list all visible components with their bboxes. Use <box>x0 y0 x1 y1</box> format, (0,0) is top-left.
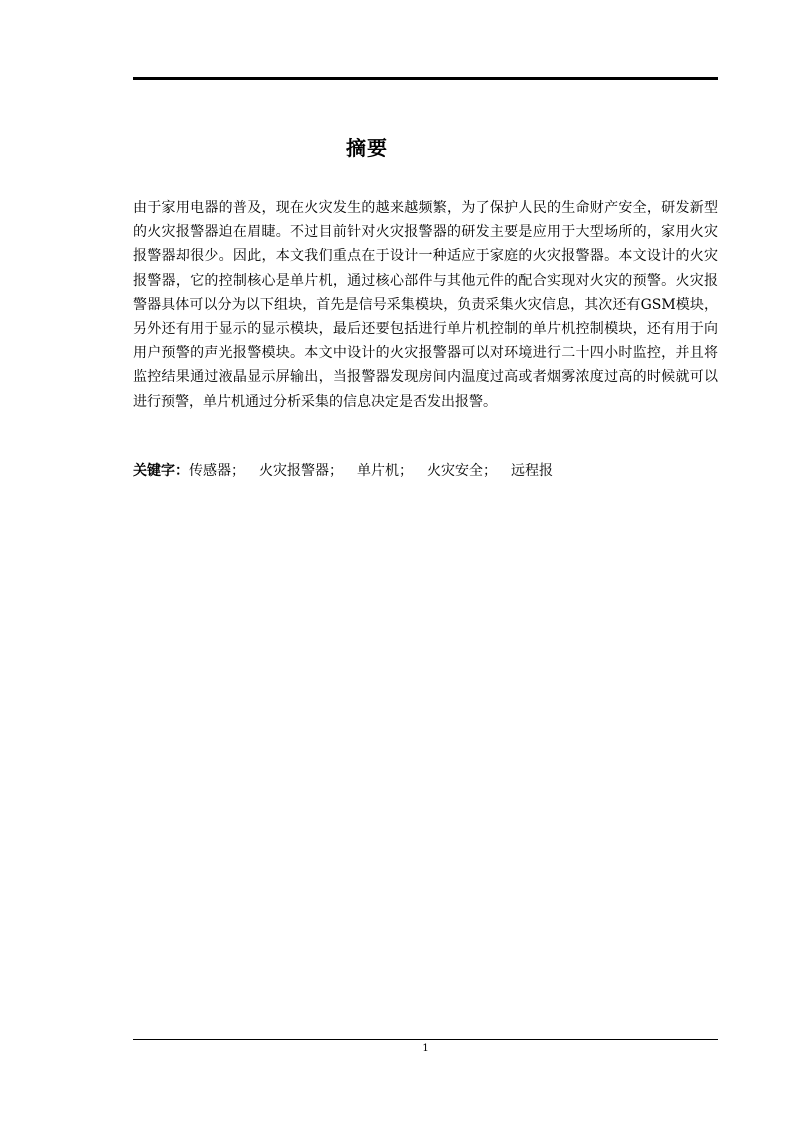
abstract-body <box>133 196 718 414</box>
footer-rule <box>133 1039 718 1040</box>
keyword-item: 火灾报警器； <box>259 463 343 479</box>
keyword-item: 单片机； <box>357 463 413 479</box>
abstract-title: 摘要 <box>346 136 388 160</box>
keyword-item: 远程报 <box>511 463 553 479</box>
header-rule <box>133 77 718 80</box>
keyword-item: 传感器； <box>189 463 245 479</box>
keywords-label: 关键字： <box>133 463 189 479</box>
keyword-item: 火灾安全； <box>427 463 497 479</box>
abstract-paragraph: 由于家用电器的普及，现在火灾发生的越来越频繁，为了保护人民的生命财产安全，研发新型的火灾报警器迫在眉睫。不过目前针对火灾报警器的研发主要是应用于大型场所的，家用火灾报警器却很少。因此，本文我们重点在于设计一种适应于家庭的火灾报警器。本文设计的火灾报警器，它的控制核心是单片机，通过核心部件与其他元件的配合实现对火灾的预警。火灾报警器具体可以分为以下组块，首先是信号采集模块，负责采集火灾信息，其次还有GSM模块，另外还有用于显示的显示模块，最后还要包括进行单片机控制的单片机控制模块，还有用于向用户预警的声光报警模块。本文中设计的火灾报警器可以对环境进行二十四小时监控，并且将监控结果通过液晶显示屏输出，当报警器发现房间内温度过高或者烟雾浓度过高的时候就可以进行预警，单片机通过分析采集的信息决定是否发出报警。 <box>133 200 718 410</box>
keywords-line <box>133 460 718 482</box>
page-number: 1 <box>422 1043 429 1054</box>
